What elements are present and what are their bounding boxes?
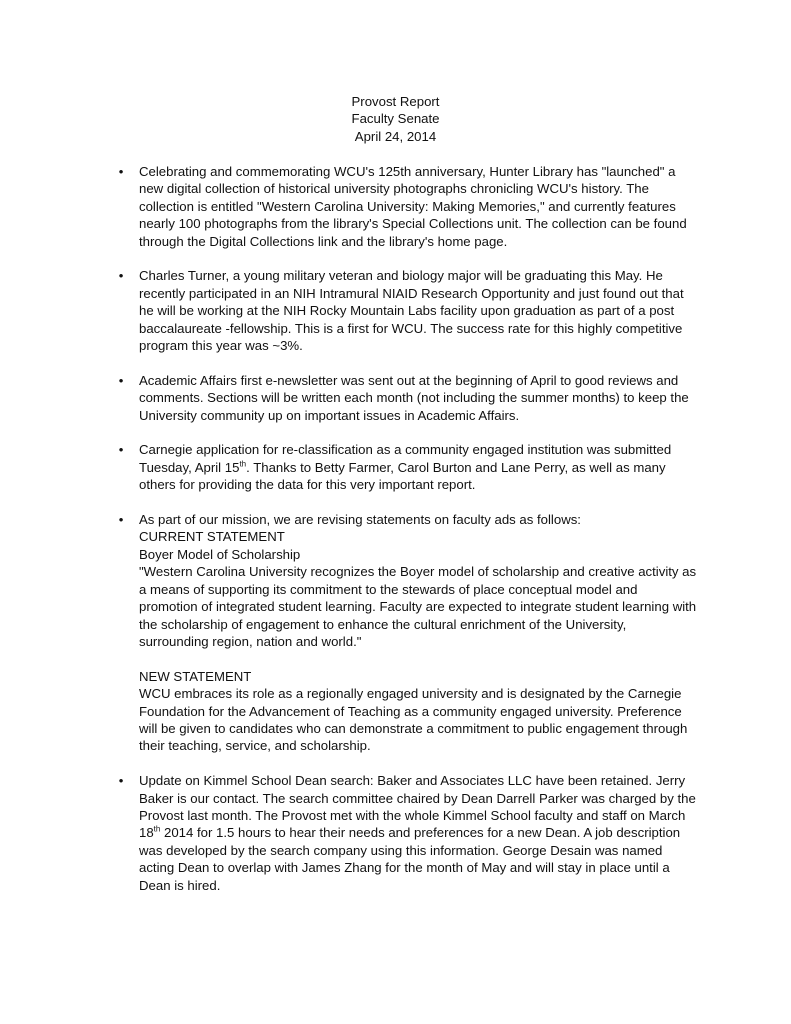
text-segment: Update on Kimmel School Dean search: Baker and Associates LLC have been retained. Jerry Baker is our contact. The search committee chaired by Dean Darrell Parker was charged by the Provost last month. The Provost met with the whole Kimmel School faculty and staff on March 18: [139, 773, 696, 841]
text-segment: Carnegie application for re-classification as a community engaged institution was submitted Tuesday, April 15: [139, 442, 672, 475]
bullet-icon: [116, 372, 126, 389]
report-header: [0, 93, 791, 145]
new-statement-label: NEW STATEMENT: [139, 668, 252, 684]
spacer: [139, 650, 699, 667]
list-item-intro: As part of our mission, we are revising statements on faculty ads as follows:: [139, 512, 581, 528]
list-item-text: [139, 772, 699, 894]
ordinal-suffix: th: [239, 459, 247, 469]
list-item-text: Academic Affairs first e-newsletter was sent out at the beginning of April to good reviews and comments. Sections will be written each month (not including the summer months) to keep the University community up on important issues in Academic Affairs.: [139, 372, 689, 423]
current-statement-text: "Western Carolina University recognizes the Boyer model of scholarship and creative activity as a means of supporting its commitment to the stewards of place conceptual model and promotion of integrated student learning. Faculty are expected to integrate student learning with the scholarship of engagement to enhance the cultural enrichment of the University, surrounding region, nation and world.": [139, 564, 697, 649]
bullet-icon: [116, 772, 126, 789]
list-item-text: [139, 441, 699, 493]
report-body: [139, 163, 699, 911]
new-statement-text: WCU embraces its role as a regionally engaged university and is designated by the Carnegie Foundation for the Advancement of Teaching as a community engaged university. Preference will be given to candidates who can demonstrate a commitment to public engagement through their teaching, service, and scholarship.: [139, 686, 688, 754]
list-item-text: Charles Turner, a young military veteran and biology major will be graduating this May. He recently participated in an NIH Intramural NIAID Research Opportunity and just found out that he will be working at the NIH Rocky Mountain Labs facility upon graduation as part of a post baccalaureate -fellowship. This is a first for WCU. The success rate for this highly competitive program this year was ~3%.: [139, 268, 684, 354]
list-item-dean-search: [139, 772, 699, 894]
current-statement-label: CURRENT STATEMENT: [139, 529, 285, 545]
report-audience: Faculty Senate: [351, 111, 440, 127]
bullet-icon: [116, 267, 126, 284]
bullet-icon: [116, 163, 126, 180]
list-item-student-fellowship: [139, 267, 699, 354]
text-segment: 2014 for 1.5 hours to hear their needs and preferences for a new Dean. A job description was developed by the search company using this information. George Desain was named acting Dean to overlap with James Zhang for the month of May and will stay in place until a Dean is hired.: [139, 825, 681, 893]
list-item-carnegie-application: [139, 441, 699, 493]
list-item-library-collection: [139, 163, 699, 250]
list-item-faculty-ads: [139, 511, 699, 755]
report-date: April 24, 2014: [354, 128, 437, 144]
list-item-newsletter: [139, 372, 699, 424]
ordinal-suffix: th: [153, 824, 161, 834]
list-item-text: Celebrating and commemorating WCU's 125th anniversary, Hunter Library has "launched" a new digital collection of historical university photographs chronicling WCU's history. The collection is entitled "Western Carolina University: Making Memories," and currently features nearly 100 photographs from the library's Special Collections unit. The collection can be found through the Digital Collections link and the library's home page.: [139, 164, 687, 249]
text-segment: . Thanks to Betty Farmer, Carol Burton and Lane Perry, as well as many others for providing the data for this very important report.: [139, 459, 666, 493]
current-statement-subtitle: Boyer Model of Scholarship: [139, 546, 301, 562]
bullet-icon: [116, 511, 126, 528]
report-title: Provost Report: [351, 94, 440, 109]
bullet-icon: [116, 441, 126, 458]
